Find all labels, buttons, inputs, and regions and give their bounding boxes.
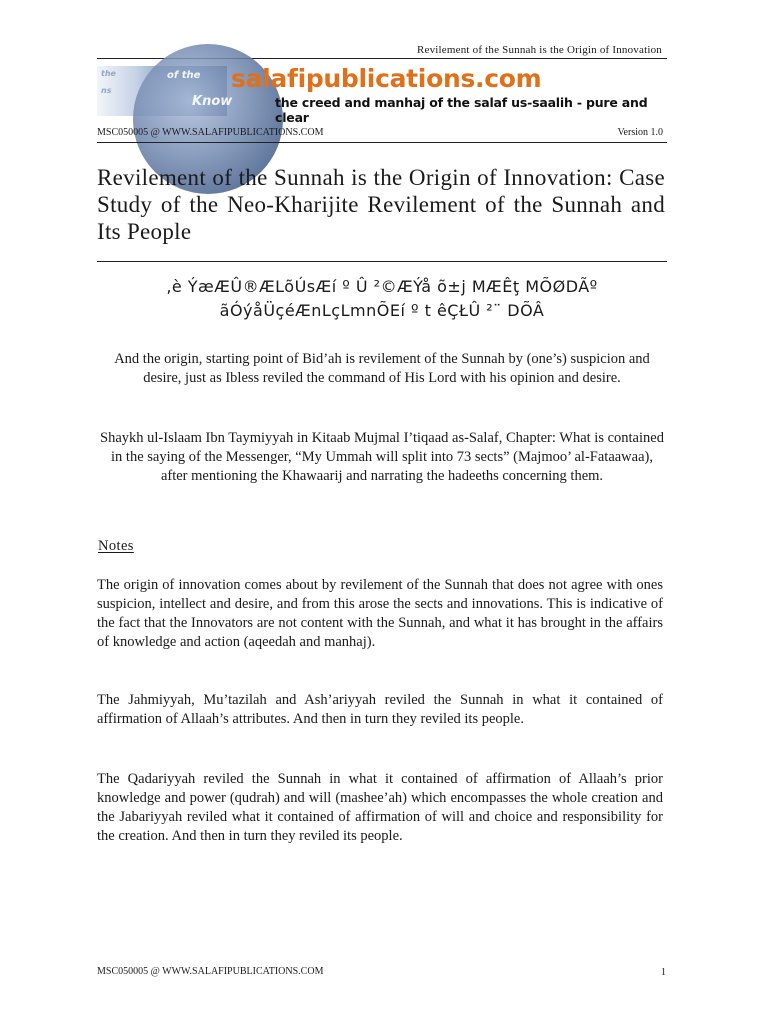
globe-word: Know (192, 94, 233, 109)
document-title: Revilement of the Sunnah is the Origin of Innovation: Case Study of the Neo-Kharijite Revilement of the Sunnah and Its People (97, 165, 665, 244)
document-version: Version 1.0 (617, 127, 663, 138)
quote-source: Shaykh ul-Islaam Ibn Taymiyyah in Kitaab Mujmal I’tiqaad as-Salaf, Chapter: What is contained in the saying of the Messenger, “My Ummah will split into 73 sects” (Majmoo’ al-Fataawaa), after mentioning the Khawaarij and narrating the hadeeths concerning them. (100, 430, 664, 484)
running-header: Revilement of the Sunnah is the Origin of Innovation (416, 44, 662, 56)
footer-document-id: MSC050005 @ WWW.SALAFIPUBLICATIONS.COM (97, 966, 324, 977)
globe-graphic (97, 66, 233, 116)
body-paragraph: The Jahmiyyah, Mu’tazilah and Ash’ariyyah reviled the Sunnah in what it contained of affirmation of Allaah’s attributes. And then in turn they reviled its people. (97, 692, 663, 727)
globe-word: ns (101, 86, 112, 95)
translated-quote: And the origin, starting point of Bid’ah is revilement of the Sunnah by (one’s) suspicion and desire, just as Ibless reviled the command of His Lord with his opinion and desire. (114, 351, 650, 386)
notes-heading: Notes (98, 538, 134, 554)
globe-word: the (101, 69, 116, 78)
globe-word: of the (167, 70, 201, 81)
publisher-logo-text: salafipublications.com (231, 64, 542, 93)
page-number: 1 (661, 967, 666, 978)
body-paragraph: The Qadariyyah reviled the Sunnah in what it contained of affirmation of Allaah’s prior knowledge and power (qudrah) and will (mashee’ah) which encompasses the whole creation and the Jabariyyah reviled what it contained of affirmation of will and choice and responsibility for the creation. And then in turn they reviled its people. (97, 771, 663, 844)
info-divider (97, 142, 667, 143)
arabic-line: ãÓýåÜçéÆnLçLmnÕEí º t êÇŁÛ ²¨ DÕÂ (219, 301, 545, 320)
title-divider (97, 261, 667, 262)
body-paragraph: The origin of innovation comes about by revilement of the Sunnah that does not agree with ones suspicion, intellect and desire, and from this arose the sects and innovations. This is indicative of the fact that the Innovators are not content with the Sunnah, and what it has brought in the affairs of knowledge and action (aqeedah and manhaj). (97, 577, 663, 650)
document-id: MSC050005 @ WWW.SALAFIPUBLICATIONS.COM (97, 127, 324, 138)
arabic-quote (97, 275, 667, 323)
publisher-banner (97, 64, 667, 125)
publisher-tagline: the creed and manhaj of the salaf us-saalih - pure and clear (275, 95, 648, 125)
arabic-line: ‚è ÝæÆÛ®ÆLõÚsÆí º Û ²©ÆÝå õ±j MÆÊţ MÕØDÃº (166, 277, 598, 296)
